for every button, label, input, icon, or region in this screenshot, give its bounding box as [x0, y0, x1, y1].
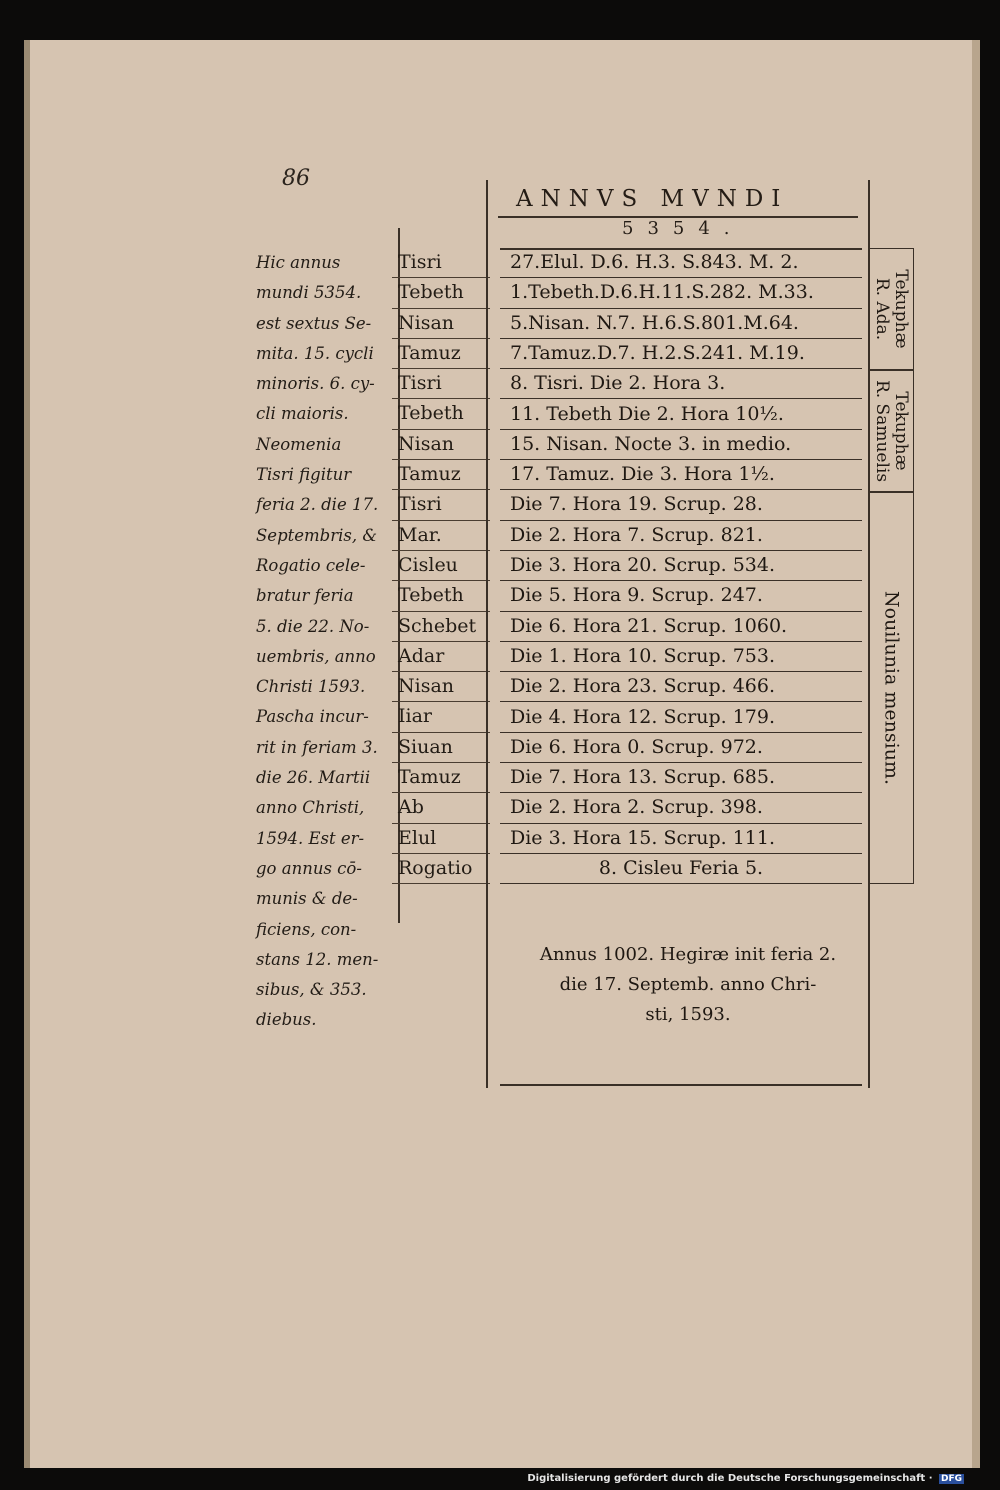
marginal-note-line: Pascha incur-	[256, 707, 369, 727]
table-row: Die 6. Hora 0. Scrup. 972.	[500, 733, 862, 763]
table-row: 11. Tebeth Die 2. Hora 10½.	[500, 400, 862, 430]
marginal-note-line: minoris. 6. cy-	[256, 374, 375, 394]
side-box-nouilunia	[868, 492, 914, 884]
month-cell: Tisri	[392, 369, 490, 399]
table-row: 27.Elul. D.6. H.3. S.843. M. 2.	[500, 248, 862, 278]
month-cell: Tamuz	[392, 763, 490, 793]
month-cell: Schebet	[392, 612, 490, 642]
table-row: Die 2. Hora 7. Scrup. 821.	[500, 521, 862, 551]
table-row: Die 4. Hora 12. Scrup. 179.	[500, 703, 862, 733]
marginal-note-line: feria 2. die 17.	[256, 495, 379, 515]
marginal-note-line: 5. die 22. No-	[256, 616, 370, 636]
table-bottom-rule	[500, 1084, 862, 1086]
marginal-note-line: 1594. Est er-	[256, 828, 365, 848]
table-year: 5354.	[622, 218, 744, 239]
table-row: Die 2. Hora 2. Scrup. 398.	[500, 793, 862, 823]
side-box-tekuphae-ada	[868, 248, 914, 370]
month-cell: Tisri	[392, 248, 490, 278]
marginal-note-line: bratur feria	[256, 586, 354, 606]
month-cell: Mar.	[392, 521, 490, 551]
table-row: Die 3. Hora 15. Scrup. 111.	[500, 824, 862, 854]
marginal-note-line: mundi 5354.	[256, 283, 362, 303]
table-row: Die 3. Hora 20. Scrup. 534.	[500, 551, 862, 581]
marginal-note-line: mita. 15. cycli	[256, 343, 374, 363]
marginal-note-line: cli maioris.	[256, 404, 349, 424]
marginal-note	[256, 248, 402, 1036]
marginal-note-line: munis & de-	[256, 889, 358, 909]
table-row: 1.Tebeth.D.6.H.11.S.282. M.33.	[500, 278, 862, 308]
footer-credit-text: Digitalisierung gefördert durch die Deutsche Forschungsgemeinschaft	[527, 1473, 926, 1484]
month-cell: Tebeth	[392, 399, 490, 429]
footer-credit: Digitalisierung gefördert durch die Deutsche Forschungsgemeinschaft · DFG	[527, 1473, 962, 1484]
table-row: 7.Tamuz.D.7. H.2.S.241. M.19.	[500, 339, 862, 369]
month-cell: Tebeth	[392, 581, 490, 611]
page-number: 86	[282, 166, 310, 191]
marginal-note-line: anno Christi,	[256, 798, 365, 818]
table-row: Die 6. Hora 21. Scrup. 1060.	[500, 612, 862, 642]
marginal-note-line: stans 12. men-	[256, 949, 379, 969]
marginal-note-line: go annus cō-	[256, 858, 362, 878]
marginal-note-line: ficiens, con-	[256, 919, 357, 939]
month-cell: Tisri	[392, 490, 490, 520]
side-box-tekuphae-samuelis	[868, 370, 914, 492]
marginal-note-line: Christi 1593.	[256, 677, 366, 697]
marginal-note-line: die 26. Martii	[256, 768, 371, 788]
month-cell: Adar	[392, 642, 490, 672]
table-row: Die 5. Hora 9. Scrup. 247.	[500, 581, 862, 611]
table-row: 8. Cisleu Feria 5.	[500, 854, 862, 884]
hegira-note-line: sti, 1593.	[645, 1004, 731, 1025]
month-cell: Cisleu	[392, 551, 490, 581]
hegira-note-line: Annus 1002. Hegiræ init feria 2.	[539, 944, 837, 965]
month-column	[392, 248, 490, 884]
side-label-line: Tekuphæ	[891, 269, 911, 349]
marginal-note-line: Hic annus	[256, 253, 341, 272]
side-label-line: R. Samuelis	[872, 379, 892, 483]
month-cell: Nisan	[392, 309, 490, 339]
month-cell: Tamuz	[392, 460, 490, 490]
month-cell: Tamuz	[392, 339, 490, 369]
hegira-note	[520, 940, 856, 1030]
table-row: Die 1. Hora 10. Scrup. 753.	[500, 642, 862, 672]
marginal-note-line: Tisri figitur	[256, 465, 352, 485]
marginal-note-line: uembris, anno	[256, 646, 376, 666]
table-row: Die 2. Hora 23. Scrup. 466.	[500, 672, 862, 702]
month-cell: Nisan	[392, 430, 490, 460]
marginal-note-line: diebus.	[256, 1010, 317, 1030]
month-cell: Rogatio	[392, 854, 490, 884]
marginal-note-line: Neomenia	[256, 434, 342, 454]
marginal-note-line: sibus, & 353.	[256, 980, 367, 1000]
marginal-note-line: Rogatio cele-	[256, 555, 366, 575]
side-label-line: R. Ada.	[872, 277, 892, 341]
dfg-logo: DFG	[940, 1474, 962, 1484]
table-row: 17. Tamuz. Die 3. Hora 1½.	[500, 460, 862, 490]
table-row: Die 7. Hora 19. Scrup. 28.	[500, 490, 862, 520]
table-title: ANNVS MVNDI	[516, 186, 789, 212]
month-cell: Siuan	[392, 733, 490, 763]
month-cell: Elul	[392, 824, 490, 854]
month-cell: Tebeth	[392, 278, 490, 308]
hegira-note-line: die 17. Septemb. anno Chri-	[559, 974, 817, 995]
month-cell: Nisan	[392, 672, 490, 702]
marginal-note-line: Septembris, &	[256, 525, 378, 545]
marginal-note-line: rit in feriam 3.	[256, 737, 378, 757]
month-cell: Iiar	[392, 702, 490, 732]
table-row: 5.Nisan. N.7. H.6.S.801.M.64.	[500, 309, 862, 339]
side-label-nouilunia: Nouilunia mensium.	[880, 591, 903, 785]
table-row: Die 7. Hora 13. Scrup. 685.	[500, 763, 862, 793]
table-row: 15. Nisan. Nocte 3. in medio.	[500, 430, 862, 460]
marginal-note-line: est sextus Se-	[256, 313, 372, 333]
side-label-line: Tekuphæ	[891, 391, 911, 471]
month-cell: Ab	[392, 793, 490, 823]
table-row: 8. Tisri. Die 2. Hora 3.	[500, 369, 862, 399]
